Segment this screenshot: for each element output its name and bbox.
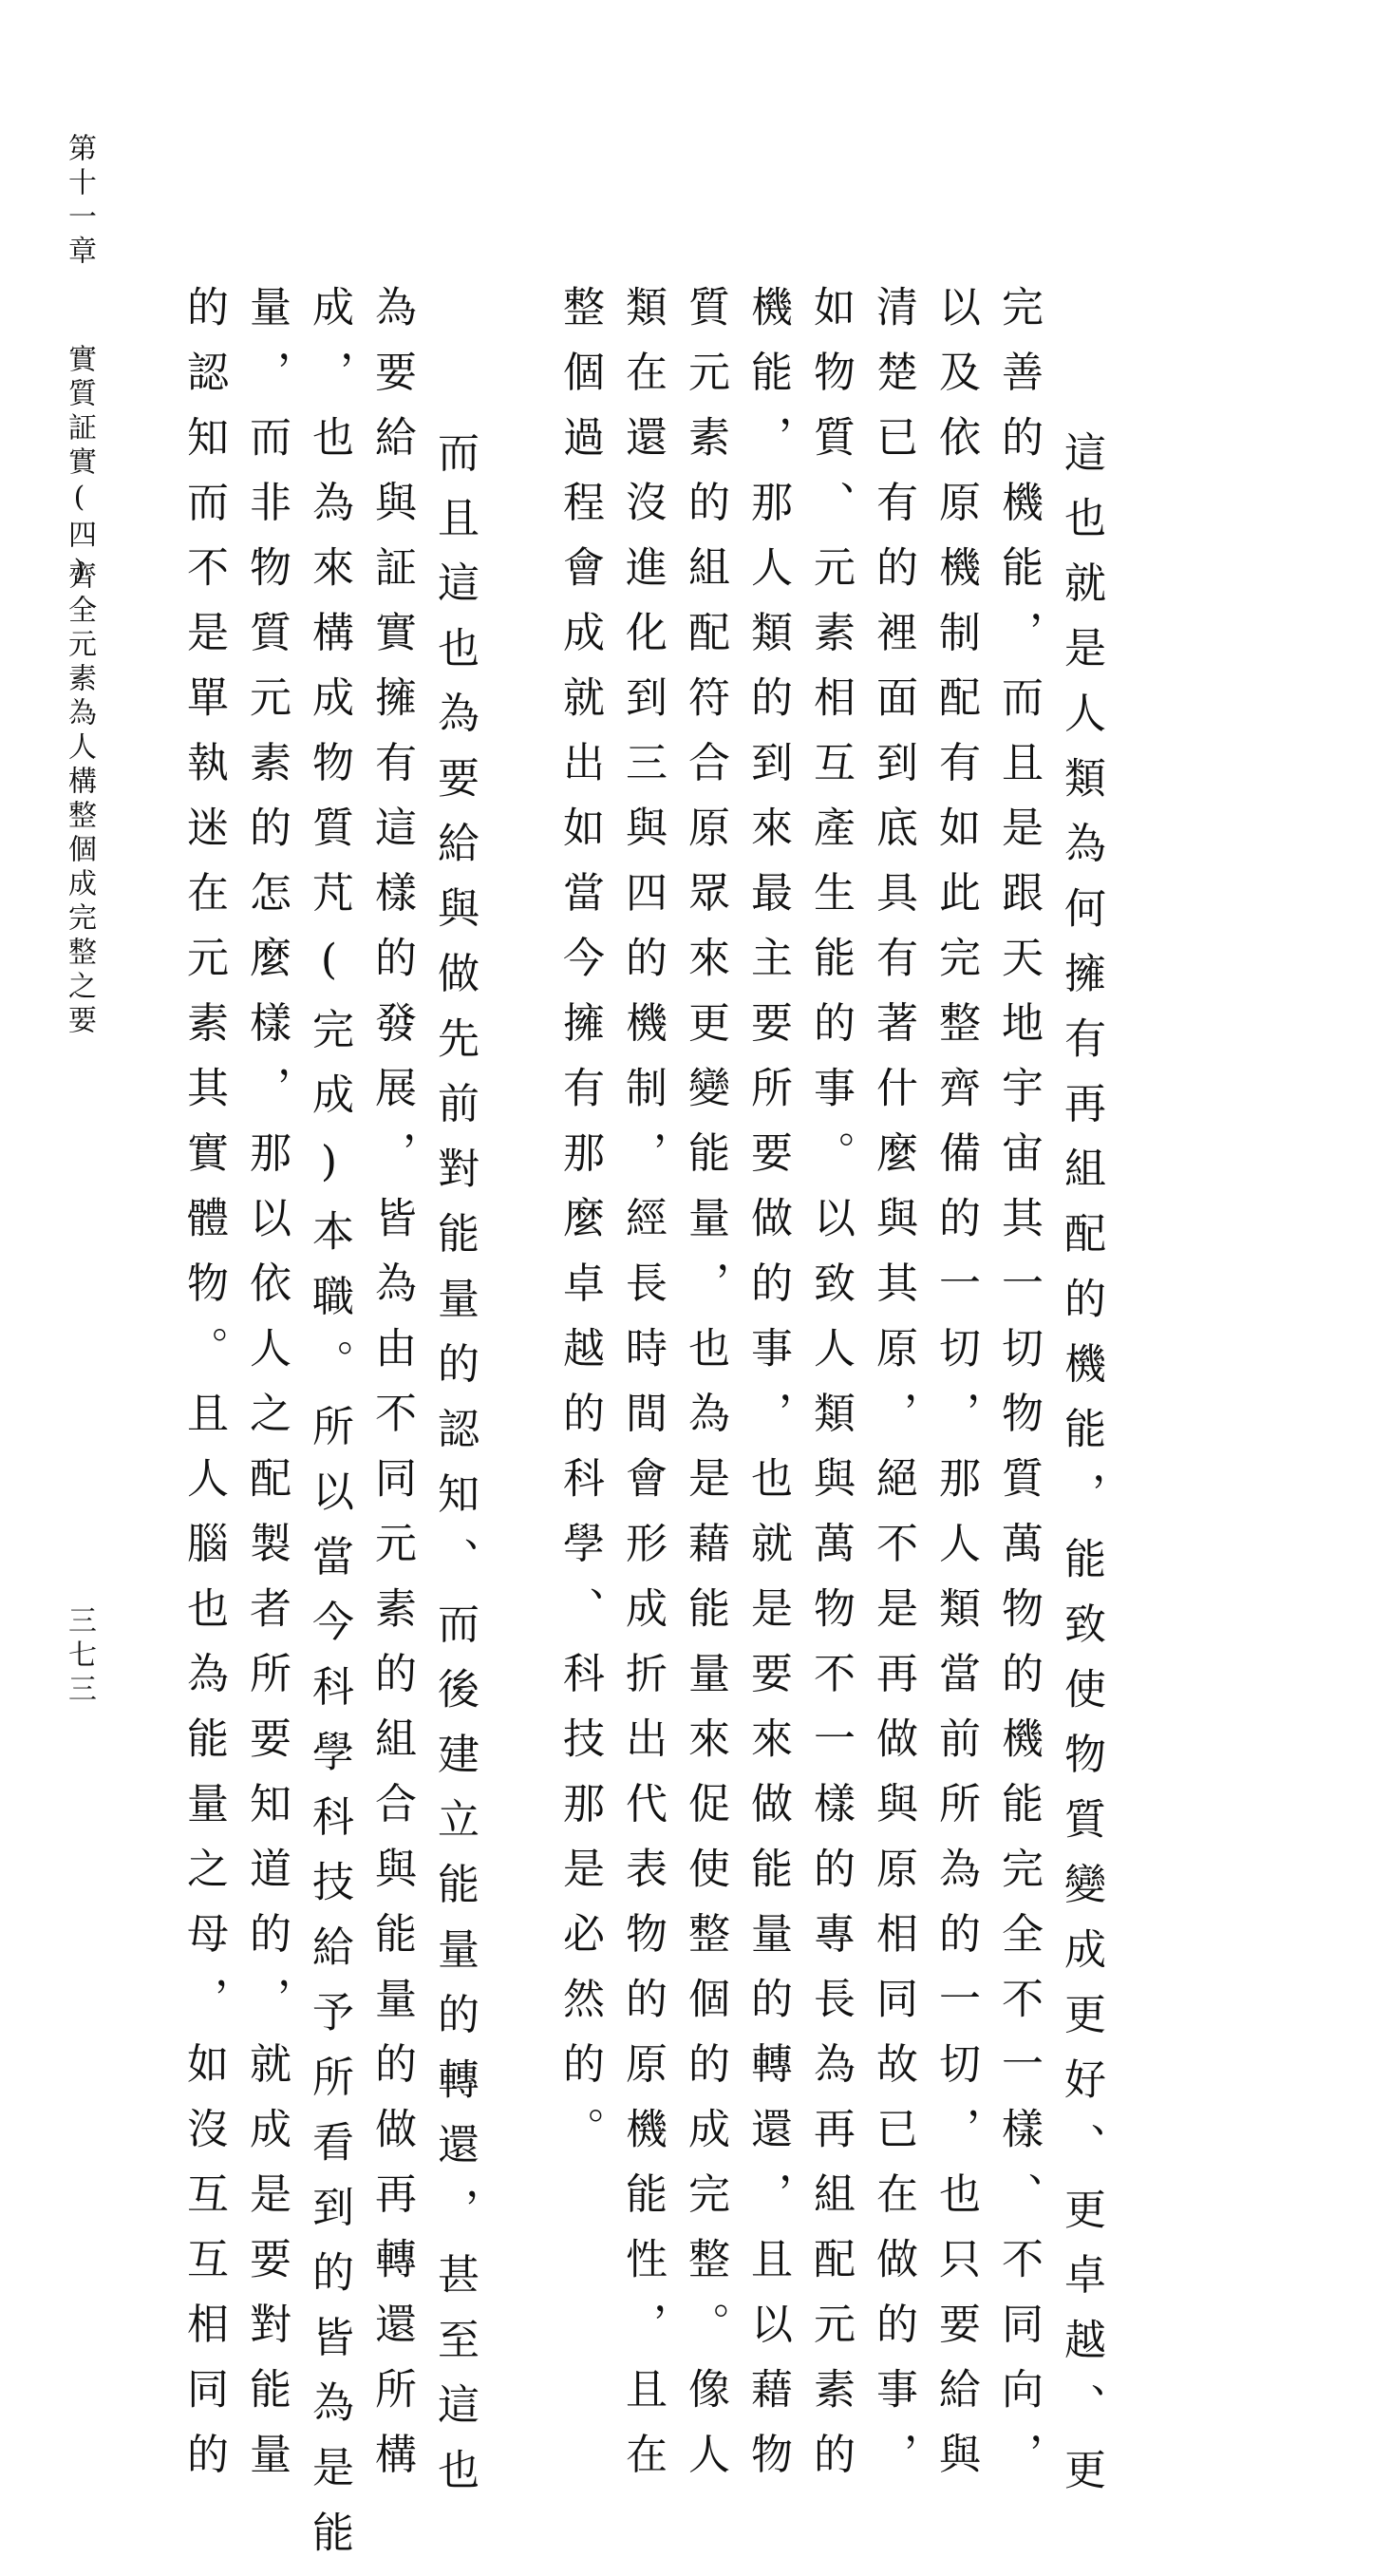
running-head-title: 齊全元素為人構整個成完整之要 [63, 560, 96, 1039]
body-column-5: 如物質、元素相互產生能的事。以致人類與萬物不一樣的專長為再組配元素的 [806, 285, 855, 2497]
body-column-1: 這也就是人類為何擁有再組配的機能，能致使物質變成更好、更卓越、更 [1057, 366, 1105, 2513]
body-column-13: 量，而非物質元素的怎麼樣，那以依人之配製者所要知道的，就成是要對能量 [242, 285, 291, 2497]
running-head-chapter: 第十一章 [63, 133, 96, 270]
body-column-4: 清楚已有的裡面到底具有著什麼與其原，絕不是再做與原相同故已在做的事， [869, 285, 917, 2497]
body-column-3: 以及依原機制配有如此完整齊備的一切，那人類當前所為的一切，也只要給與 [931, 285, 980, 2497]
body-column-12: 成，也為來構成物質芃(完成)本職。所以當今科學科技給予所看到的皆為是能 [305, 285, 353, 2576]
body-column-2: 完善的機能，而且是跟天地宇宙其一切物質萬物的機能完全不一樣、不同向， [994, 285, 1043, 2497]
body-column-11: 為要給與証實擁有這樣的發展，皆為由不同元素的組合與能量的做再轉還所構 [367, 285, 416, 2497]
body-column-9: 整個過程會成就出如當今擁有那麼卓越的科學、科技那是必然的。 [555, 285, 604, 2172]
page-number: 三七三 [63, 1605, 96, 1708]
body-column-8: 類在還沒進化到三與四的機制，經長時間會形成折出代表物的原機能性，且在 [618, 285, 667, 2497]
body-column-6: 機能，那人類的到來最主要所要做的事，也就是要來做能量的轉還，且以藉物 [743, 285, 792, 2497]
body-column-10: 而且這也為要給與做先前對能量的認知、而後建立能量的轉還，甚至這也 [430, 366, 479, 2513]
body-column-7: 質元素的組配符合原眾來更變能量，也為是藉能量來促使整個的成完整。像人 [681, 285, 729, 2497]
body-column-14: 的認知而不是單執迷在元素其實體物。且人腦也為能量之母，如沒互互相同的 [179, 285, 228, 2497]
running-head-section: 實質証實(四) [63, 344, 96, 593]
